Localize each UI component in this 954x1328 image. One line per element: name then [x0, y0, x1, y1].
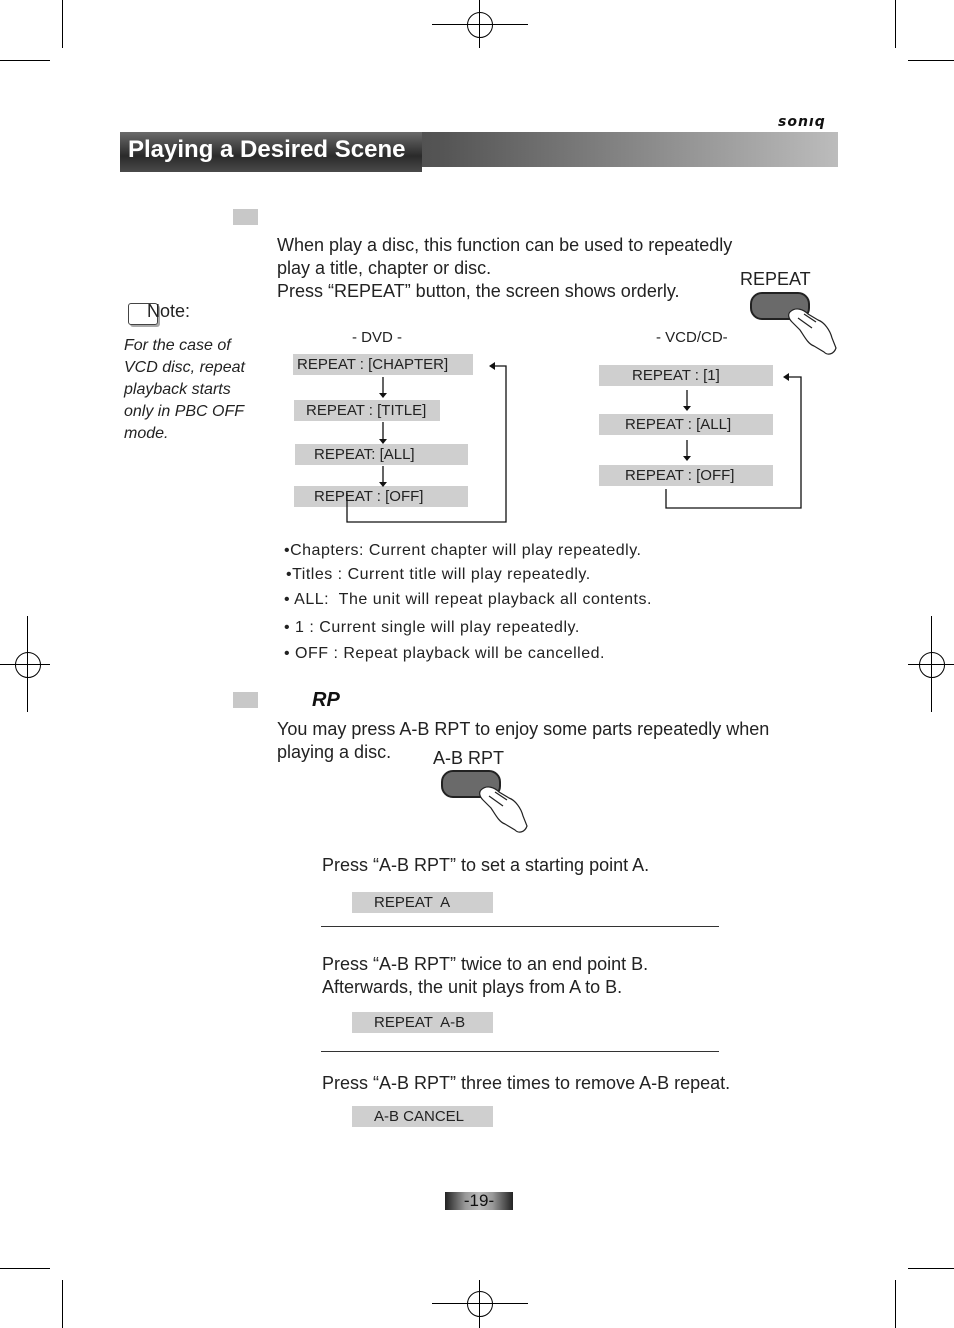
dvd-step-off: REPEAT : [OFF] [294, 486, 468, 507]
crop-mark [0, 60, 50, 61]
dvd-step-chapter: REPEAT : [CHAPTER] [293, 354, 473, 375]
vcd-step-all: REPEAT : [ALL] [599, 414, 773, 435]
registration-circle [467, 1291, 493, 1317]
vcd-step-off: REPEAT : [OFF] [599, 465, 773, 486]
crop-mark [895, 1280, 896, 1328]
crop-mark [908, 60, 954, 61]
page-title: Playing a Desired Scene [128, 136, 406, 163]
crop-mark [908, 1268, 954, 1269]
vcd-step-1: REPEAT : [1] [599, 365, 773, 386]
ab-step2-osd: REPEAT A-B [352, 1012, 493, 1033]
ab-heading: RP [312, 689, 340, 711]
crop-mark [62, 1280, 63, 1328]
brand-logo: sonıq [778, 114, 826, 130]
bullet-titles: •Titles : Current title will play repeatedly. [286, 566, 591, 583]
page-number: -19- [463, 1191, 495, 1210]
ab-intro-line2: playing a disc. [277, 742, 392, 762]
ab-step2-text: Press “A-B RPT” twice to an end point B. [322, 954, 649, 974]
dvd-step-title: REPEAT : [TITLE] [294, 400, 440, 421]
registration-circle [15, 652, 41, 678]
crop-mark [62, 0, 63, 48]
repeat-intro-line3: Press “REPEAT” button, the screen shows orderly. [277, 281, 680, 301]
vcd-caption: - VCD/CD- [656, 329, 728, 346]
registration-circle [467, 12, 493, 38]
ab-step3-osd: A-B CANCEL [352, 1106, 493, 1127]
divider [321, 926, 719, 927]
ab-step1-text: Press “A-B RPT” to set a starting point A. [322, 855, 650, 875]
section-marker [233, 692, 258, 708]
ab-rpt-button[interactable] [441, 770, 501, 798]
bullet-off: • OFF : Repeat playback will be cancelled. [284, 645, 605, 662]
ab-step3-text: Press “A-B RPT” three times to remove A-B repeat. [322, 1073, 731, 1093]
ab-step1-osd: REPEAT A [352, 892, 493, 913]
registration-circle [919, 652, 945, 678]
bullet-all: • ALL: The unit will repeat playback all contents. [284, 591, 652, 608]
repeat-button-label: REPEAT [740, 269, 811, 289]
crop-mark [895, 0, 896, 48]
dvd-caption: - DVD - [352, 329, 402, 346]
divider [321, 1051, 719, 1052]
dvd-step-all: REPEAT: [ALL] [295, 444, 468, 465]
note-text: For the case of VCD disc, repeat playback starts only in PBC OFF mode. [124, 337, 245, 442]
note-label: Note: [147, 301, 191, 321]
repeat-intro-line2: play a title, chapter or disc. [277, 258, 492, 278]
repeat-button[interactable] [750, 292, 810, 320]
repeat-intro-line1: When play a disc, this function can be used to repeatedly [277, 235, 733, 255]
ab-intro-line1: You may press A-B RPT to enjoy some parts repeatedly when [277, 719, 770, 739]
crop-mark [0, 1268, 50, 1269]
section-marker [233, 209, 258, 225]
ab-step2-text2: Afterwards, the unit plays from A to B. [322, 977, 623, 997]
bullet-single: • 1 : Current single will play repeatedly. [284, 619, 580, 636]
ab-button-label: A-B RPT [433, 748, 505, 768]
bullet-chapters: •Chapters: Current chapter will play repeatedly. [284, 542, 642, 559]
